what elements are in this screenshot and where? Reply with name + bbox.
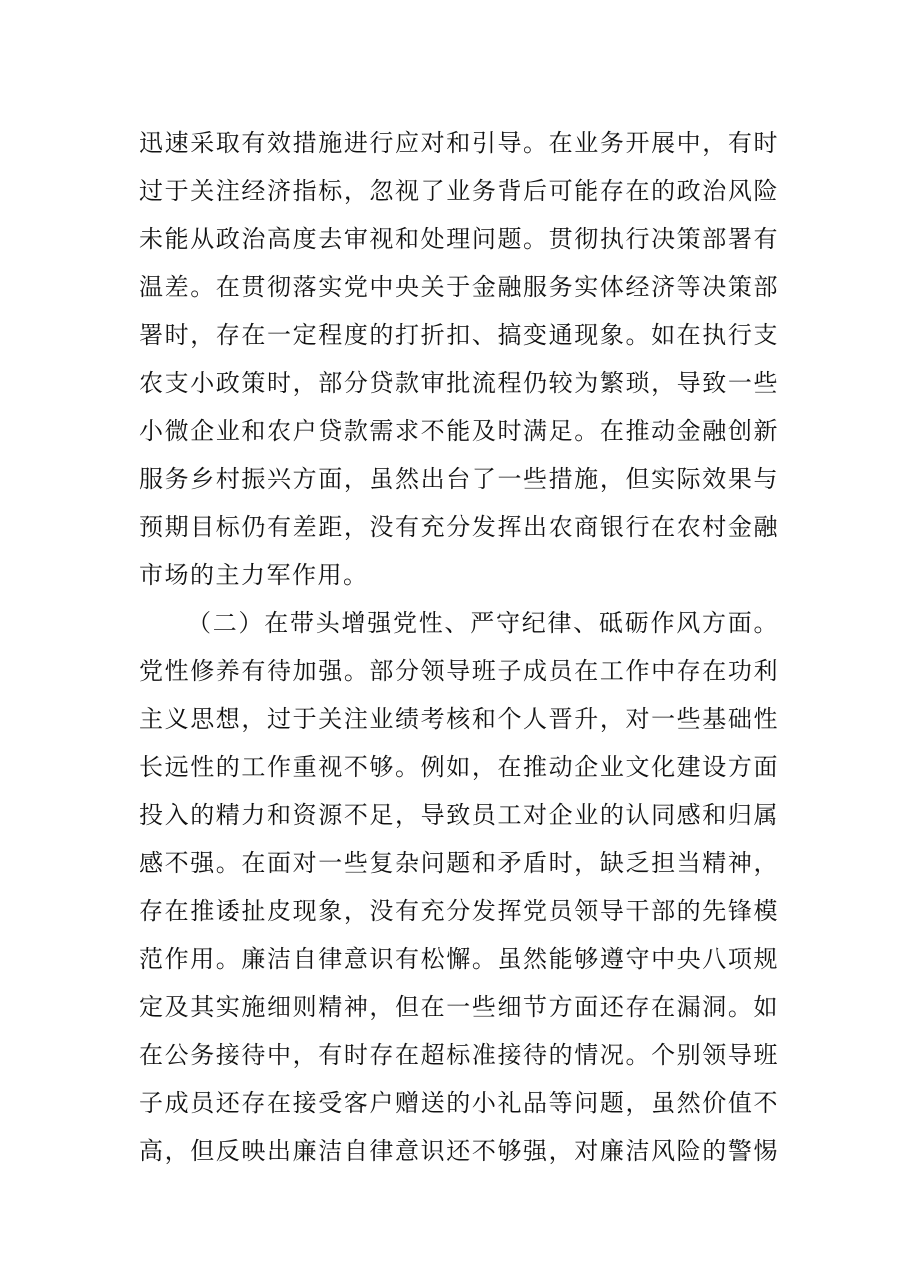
text-line: 范作用。廉洁自律意识有松懈。虽然能够遵守中央八项规 [139, 945, 779, 973]
text-line: 过于关注经济指标，忽视了业务背后可能存在的政治风险 [139, 177, 779, 205]
text-line: 未能从政治高度去审视和处理问题。贯彻执行决策部署有 [139, 225, 779, 253]
text-line: 服务乡村振兴方面，虽然出台了一些措施，但实际效果与 [139, 465, 779, 493]
text-line: 预期目标仍有差距，没有充分发挥出农商银行在农村金融 [139, 513, 779, 541]
text-line: 投入的精力和资源不足，导致员工对企业的认同感和归属 [139, 801, 779, 829]
text-line: 署时，存在一定程度的打折扣、搞变通现象。如在执行支 [139, 321, 779, 349]
body-text [139, 119, 779, 1175]
text-line: 小微企业和农户贷款需求不能及时满足。在推动金融创新 [139, 417, 779, 445]
text-line: 主义思想，过于关注业绩考核和个人晋升，对一些基础性 [139, 705, 779, 733]
text-line: 农支小政策时，部分贷款审批流程仍较为繁琐，导致一些 [139, 369, 779, 397]
text-line: 高，但反映出廉洁自律意识还不够强，对廉洁风险的警惕 [139, 1137, 779, 1165]
text-line: 市场的主力军作用。 [139, 561, 369, 589]
text-line: 长远性的工作重视不够。例如，在推动企业文化建设方面 [139, 753, 779, 781]
text-line: 在公务接待中，有时存在超标准接待的情况。个别领导班 [139, 1041, 779, 1069]
text-line: 党性修养有待加强。部分领导班子成员在工作中存在功利 [139, 657, 779, 685]
text-line: 迅速采取有效措施进行应对和引导。在业务开展中，有时 [139, 129, 779, 157]
text-line: 温差。在贯彻落实党中央关于金融服务实体经济等决策部 [139, 273, 779, 301]
section-heading: （二）在带头增强党性、严守纪律、砥砺作风方面。 [187, 609, 779, 637]
text-line: 存在推诿扯皮现象，没有充分发挥党员领导干部的先锋模 [139, 897, 779, 925]
text-line: 感不强。在面对一些复杂问题和矛盾时，缺乏担当精神， [139, 849, 779, 877]
text-line: 子成员还存在接受客户赠送的小礼品等问题，虽然价值不 [139, 1089, 779, 1117]
text-line: 定及其实施细则精神，但在一些细节方面还存在漏洞。如 [139, 993, 779, 1021]
